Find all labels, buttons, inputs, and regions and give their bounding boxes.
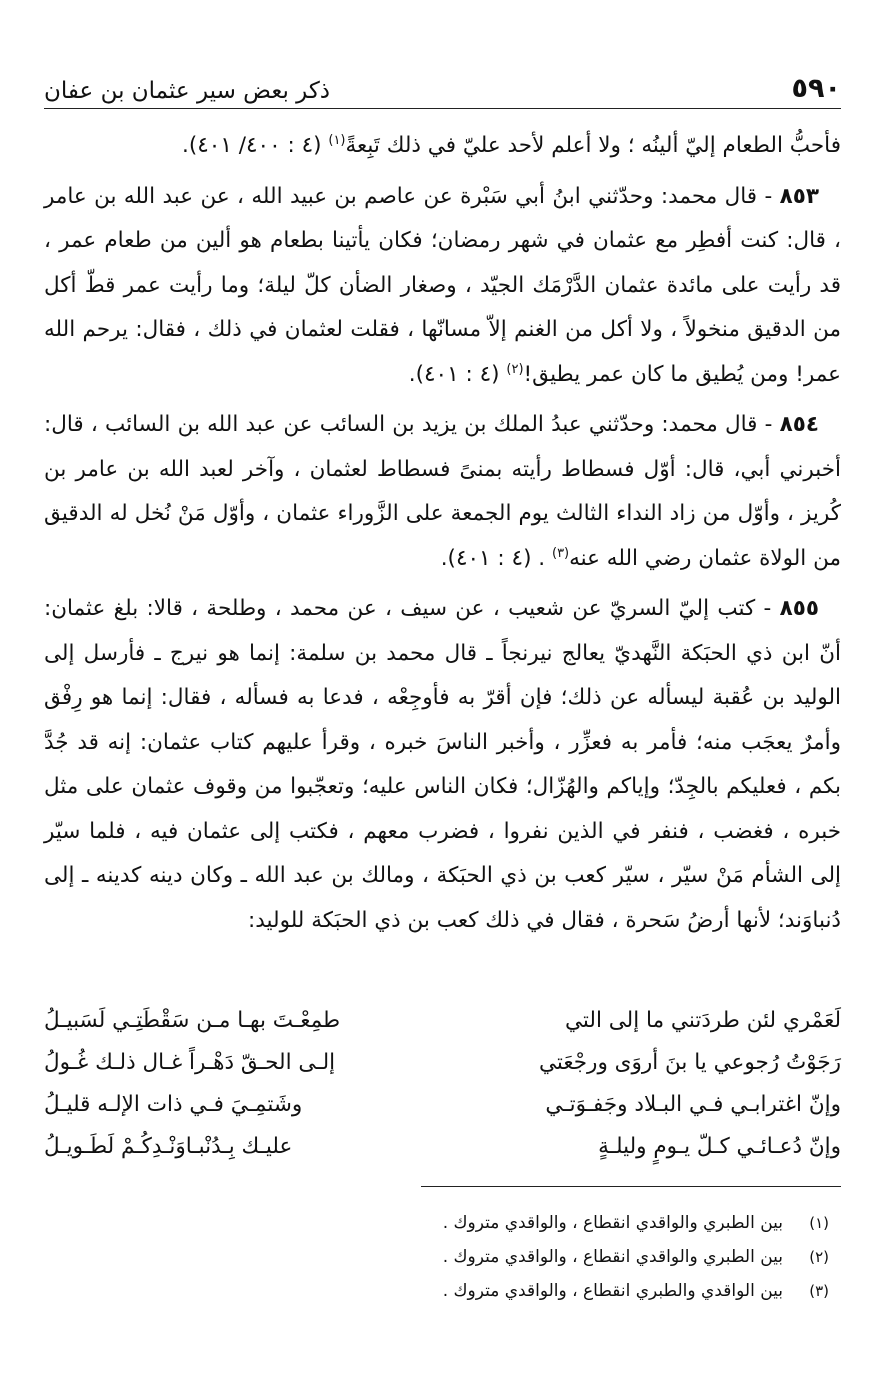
first-hemistich: رَجَوْتُ رُجوعي يا بنَ أروَى ورجْعَتي	[538, 1050, 841, 1075]
paragraph-text: - قال محمد: وحدّثني ابنُ أبي سَبْرة عن عاصم بن عبيد الله ، عن عبد الله بن عامر ، قال: كنت أفطِر مع عثمان في شهر رمضان؛ فكان يأتينا بطعام هو ألين من طعام عمر ، قد رأيت على مائدة عثمان الدَّرْمَك الجيّد ، وصغار الضأن كلّ ليلة؛ وما رأيت عمر قطّ أكل من الدقيق منخولاً ، ولا أكل من الغنم إلاّ مسانّها ، فقلت لعثمان في ذلك ، فقال: يرحم الله عمر! ومن يُطيق ما كان عمر يطيق!	[44, 183, 841, 387]
paragraph-text: فأحبُّ الطعام إليّ ألينُه ؛ ولا أعلم لأحد عليّ في ذلك تَبِعةً	[345, 133, 841, 158]
footnote	[369, 1240, 829, 1274]
second-hemistich: إلـى الحـقّ دَهْـراً غـال ذلـك غُـولُ	[44, 1050, 336, 1075]
first-hemistich: وإنّ اغترابـي فـي البـلاد وجَفـوَتـي	[545, 1092, 841, 1117]
footnote-mark: (٣)	[809, 1282, 829, 1300]
paragraph-continuation	[44, 124, 841, 169]
footnote-reference: (٣)	[551, 545, 570, 561]
first-hemistich: لَعَمْري لئن طردَتني ما إلى التي	[564, 1008, 841, 1033]
page-number: ٥٩٠	[791, 73, 841, 104]
poem-verse	[44, 1000, 841, 1042]
report-number: ٨٥٥	[779, 596, 819, 621]
poem-verse	[44, 1042, 841, 1084]
report-number: ٨٥٣	[779, 183, 819, 209]
footnote-mark: (١)	[809, 1214, 829, 1232]
poem-verse	[44, 1126, 841, 1168]
paragraph-text: - قال محمد: وحدّثني عبدُ الملك بن يزيد بن السائب عن عبد الله بن السائب ، قال: أخبرني أبي، قال: أوّل فسطاط رأيته بمنىً فسطاط لعثمان ، وآخر لعبد الله بن عامر بن كُريز ، وأوّل من زاد النداء الثالث يوم الجمعة على الزَّوراء عثمان ، وأوّل مَنْ نُخل له الدقيق من الولاة عثمان رضي الله عنه	[44, 412, 841, 571]
footnotes	[369, 1206, 829, 1308]
footnote-divider	[421, 1186, 841, 1187]
footnote-mark: (٢)	[809, 1248, 829, 1266]
second-hemistich: وشَتمِـيَ فـي ذات الإلـه قليـلُ	[44, 1092, 303, 1117]
footnote	[369, 1274, 829, 1308]
second-hemistich: عليـك بِـدُنْبـاوَنْـدِكُـمْ لَطَـويـلُ	[44, 1134, 293, 1159]
page-header	[44, 58, 841, 109]
footnote-text: بين الطبري والواقدي انقطاع ، والواقدي متروك .	[442, 1247, 783, 1267]
poem	[44, 1000, 841, 1168]
main-text	[44, 124, 841, 943]
paragraph-854	[44, 403, 841, 581]
source-reference: (٤ : ٤٠١).	[408, 361, 500, 387]
paragraph-855	[44, 587, 841, 943]
footnote-text: بين الطبري والواقدي انقطاع ، والواقدي متروك .	[442, 1213, 783, 1233]
source-reference: . (٤ : ٤٠١).	[440, 545, 546, 571]
first-hemistich: وإنّ دُعـائـي كـلّ يـومٍ وليلـةٍ	[598, 1134, 841, 1159]
poem-verse	[44, 1084, 841, 1126]
footnote	[369, 1206, 829, 1240]
footnote-reference: (١)	[328, 132, 346, 148]
running-title: ذكر بعض سير عثمان بن عفان	[44, 78, 331, 104]
footnote-text: بين الواقدي والطبري انقطاع ، والواقدي متروك .	[442, 1281, 783, 1301]
paragraph-853	[44, 175, 841, 398]
second-hemistich: طمِعْـتَ بهـا مـن سَقْطَتِـي لَسَبيـلُ	[44, 1008, 341, 1033]
paragraph-text: - كتب إليّ السريّ عن شعيب ، عن سيف ، عن محمد ، وطلحة ، قالا: بلغ عثمان: أنّ ابن ذي الحبَكة النَّهديّ يعالج نيرنجاً ـ قال محمد بن سلمة: إنما هو نيرج ـ فأرسل إلى الوليد بن عُقبة ليسأله عن ذلك؛ فإن أقرّ به فأوجِعْه ، فدعا به فسأله ، فقال: إنما هو رِفْق وأمرٌ يعجَب منه؛ فأمر به فعزِّر ، وأخبر الناسَ خبره ، وقرأ عليهم كتاب عثمان: إنه قد جُدَّ بكم ، فعليكم بالجِدّ؛ وإياكم والهُزّال؛ فكان الناس عليه؛ وتعجّبوا من وقوف عثمان على مثل خبره ، فغضب ، فنفر في الذين نفروا ، فضرب معهم ، فكتب إلى عثمان فيه ، فلما سيّر إلى الشأم مَنْ سيّر ، سيّر كعب بن ذي الحبَكة ، ومالك بن عبد الله ـ وكان دينه كدينه ـ إلى دُنباوَند؛ لأنها أرضُ سَحرة ، فقال في ذلك كعب بن ذي الحبَكة للوليد:	[44, 596, 841, 933]
report-number: ٨٥٤	[779, 412, 819, 437]
footnote-reference: (٢)	[506, 361, 524, 377]
source-reference: (٤ : ٤٠٠/ ٤٠١).	[182, 133, 322, 158]
